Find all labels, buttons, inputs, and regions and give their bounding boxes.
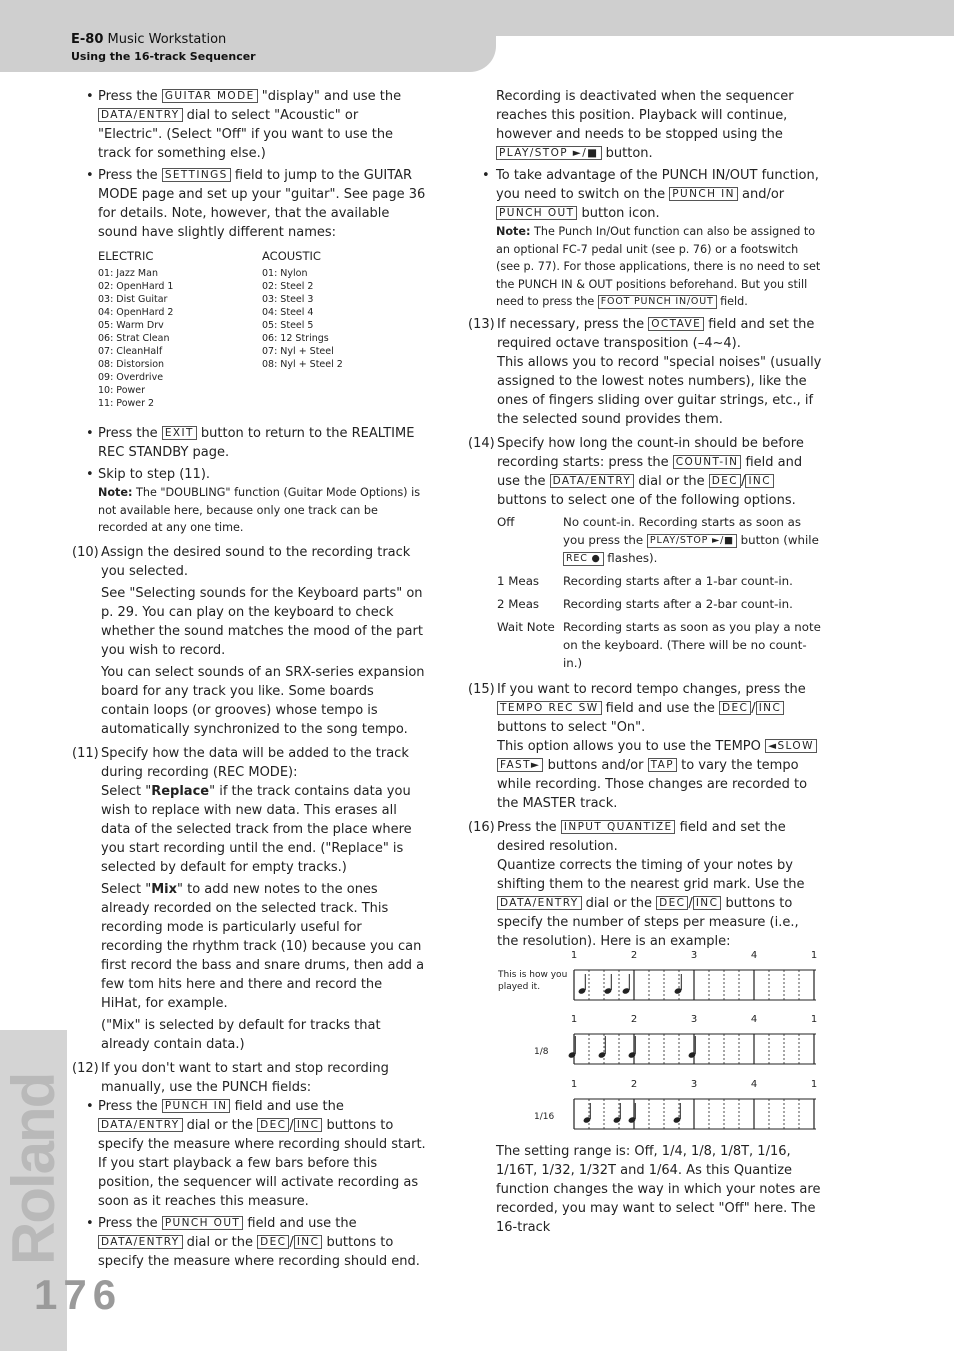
sound-name: 10: Power <box>98 385 146 396</box>
count-in-option <box>497 572 822 590</box>
step-heading: If necessary, press the OCTAVE field and set the required octave transposition (–4~4). <box>497 316 815 351</box>
sound-name: 02: Steel 2 <box>262 281 314 292</box>
punch-out-key: PUNCH OUT <box>496 206 577 220</box>
exit-key: EXIT <box>162 426 197 440</box>
punch-in-key: PUNCH IN <box>162 1099 231 1113</box>
step-number: (15) <box>468 681 495 697</box>
bullet-punch-in: • Press the PUNCH IN field and use the DATA/ENTRY dial or the DEC / INC buttons to specify the measure where recording should start. If you start playback a few bars before this position, the sequencer will activate recording as soon as it reaches this measure. <box>72 1097 426 1211</box>
model-name: E-80 <box>71 32 104 47</box>
inc-key: INC <box>745 474 773 488</box>
paragraph-text: The setting range is: Off, 1/4, 1/8, 1/8T, 1/16, 1/16T, 1/32, 1/32T and 1/64. As this Quantize function changes the way in which your notes are recorded, you may want to select "Off" here. The 16-track <box>496 1144 821 1235</box>
sound-name: 05: Warm Drv <box>98 320 164 331</box>
option-key: Off <box>497 514 515 529</box>
option-desc: Recording starts after a 1-bar count-in. <box>563 573 793 588</box>
step-number: (13) <box>468 316 495 332</box>
sound-name: 04: OpenHard 2 <box>98 307 174 318</box>
product-name: Music Workstation <box>107 32 227 47</box>
play-stop-key: PLAY/STOP ►/■ <box>496 146 602 160</box>
guitar-mode-key: GUITAR MODE <box>162 89 258 103</box>
foot-punch-key: FOOT PUNCH IN/OUT <box>598 295 717 309</box>
inc-key: INC <box>693 896 721 910</box>
bullet-punch-switch: • To take advantage of the PUNCH IN/OUT function, you need to switch on the PUNCH IN and/or PUNCH OUT button icon. Note: The Punch In/Out function can also be assigned to an optional FC-7 pedal unit (see p. 76) or a footswitch (see p. 77). For those applications, there is no need to set the PUNCH IN & OUT positions beforehand. But you still need to press the FOOT PUNCH IN/OUT field. <box>468 166 822 311</box>
sound-name: 01: Jazz Man <box>98 268 158 279</box>
step-number: (14) <box>468 435 495 451</box>
step-heading: Specify how long the count-in should be before recording starts: press the COUNT-IN field and use the DATA/ENTRY dial or the DEC / INC buttons to select one of the following options. <box>497 435 804 508</box>
data-entry-key: DATA/ENTRY <box>550 474 635 488</box>
step-number: (10) <box>72 544 99 560</box>
step-text: See "Selecting sounds for the Keyboard parts" on p. 29. You can play on the keyboard to check whether the sound matches the mood of the part you wish to record. <box>101 585 423 658</box>
beat-number: 4 <box>750 950 758 961</box>
step-14 <box>468 434 822 672</box>
data-entry-key: DATA/ENTRY <box>98 1118 183 1132</box>
step-10 <box>72 543 426 739</box>
sound-name: 09: Overdrive <box>98 372 164 383</box>
beat-number: 1 <box>570 1014 578 1025</box>
input-quantize-key: INPUT QUANTIZE <box>561 820 676 834</box>
page-header <box>0 0 954 72</box>
sound-name: 04: Steel 4 <box>262 307 314 318</box>
sound-name: 08: Nyl + Steel 2 <box>262 359 343 370</box>
inc-key: INC <box>294 1118 322 1132</box>
guitar-sound-table <box>98 248 426 410</box>
beat-number: 1 <box>810 950 818 961</box>
beat-number: 3 <box>690 950 698 961</box>
dec-key: DEC <box>719 701 751 715</box>
option-key: Wait Note <box>497 619 555 634</box>
dec-key: DEC <box>257 1118 289 1132</box>
count-in-option <box>497 595 822 613</box>
count-in-key: COUNT-IN <box>673 455 742 469</box>
step-number: (12) <box>72 1060 99 1076</box>
step-13 <box>468 315 822 429</box>
bullet-text: If you start playback a few bars before this position, the sequencer will activate recording as soon as it reaches this measure. <box>98 1155 419 1209</box>
dec-key: DEC <box>709 474 741 488</box>
sound-name: 06: 12 Strings <box>262 333 329 344</box>
right-column <box>468 87 822 954</box>
step-number: (16) <box>468 819 495 835</box>
step-16 <box>468 818 822 951</box>
acoustic-list <box>262 267 426 371</box>
left-column <box>72 87 426 1274</box>
beat-number: 3 <box>690 1079 698 1090</box>
count-in-option <box>497 513 822 567</box>
step-heading: Specify how the data will be added to the track during recording (REC MODE): <box>101 745 409 780</box>
inc-key: INC <box>294 1235 322 1249</box>
row-label: 1/16 <box>534 1112 555 1122</box>
page-number: 176 <box>34 1271 123 1318</box>
bullet-settings: • Press the SETTINGS field to jump to the GUITAR MODE page and set up your "guitar". See page 36 for details. Note, however, that the available sound have slightly different names: <box>72 166 426 242</box>
sound-name: 07: Nyl + Steel <box>262 346 334 357</box>
note-footswitch: Note: The Punch In/Out function can also be assigned to an optional FC-7 pedal unit (see p. 76) or a footswitch (see p. 77). For those applications, there is no need to set the PUNCH IN & OUT positions beforehand. But you still need to press the FOOT PUNCH IN/OUT field. <box>496 225 821 308</box>
bullet-guitar-mode: • Press the GUITAR MODE "display" and use the DATA/ENTRY dial to select "Acoustic" or "Electric". (Select "Off" if you want to use the track for something else.) <box>72 87 426 163</box>
step-text: Quantize corrects the timing of your notes by shifting them to the nearest grid mark. Use the DATA/ENTRY dial or the DEC / INC buttons to specify the number of steps per measure (i.e., the resolution). Here is an example: <box>497 857 805 949</box>
beat-number: 3 <box>690 1014 698 1025</box>
sound-name: 08: Distorsion <box>98 359 165 370</box>
punch-out-key: PUNCH OUT <box>162 1216 243 1230</box>
electric-list <box>98 267 262 410</box>
sound-name: 05: Steel 5 <box>262 320 314 331</box>
beat-number: 1 <box>570 1079 578 1090</box>
sound-name: 06: Strat Clean <box>98 333 170 344</box>
row-label: This is how you <box>498 970 568 980</box>
inc-key: INC <box>756 701 784 715</box>
octave-key: OCTAVE <box>648 317 704 331</box>
sound-name: 07: CleanHalf <box>98 346 163 357</box>
tap-key: TAP <box>648 758 677 772</box>
step-15 <box>468 680 822 813</box>
step-text: Select "Mix" to add new notes to the ones already recorded on the selected track. This recording mode is particularly useful for recording the rhythm track (10) because you can first record the bass and snare drums, then add a few tom hits here and there and record the HiHat, for example. <box>101 881 425 1011</box>
step-text: ("Mix" is selected by default for tracks that already contain data.) <box>101 1017 381 1052</box>
step-text: Select "Replace" if the track contains data you wish to replace with new data. This erases all data of the selected track from the place where you start recording until the end. ("Replace" is selected by default for empty tracks.) <box>101 783 412 875</box>
step-12 <box>72 1059 426 1097</box>
punch-in-key: PUNCH IN <box>669 187 738 201</box>
option-desc: Recording starts after a 2-bar count-in. <box>563 596 793 611</box>
step-text: You can select sounds of an SRX-series expansion board for any track you like. Some boards contain loops (or grooves) whose tempo is automatically synchronized to the song tempo. <box>101 664 425 737</box>
beat-number: 2 <box>630 1079 638 1090</box>
bullet-punch-out: • Press the PUNCH OUT field and use the DATA/ENTRY dial or the DEC / INC buttons to specify the measure where recording should end. <box>72 1214 426 1271</box>
step-text: This allows you to record "special noises" (usually assigned to the lowest notes numbers), like the ones of fingers sliding over guitar strings, etc., if the selected sound provides them. <box>497 354 822 427</box>
count-in-option <box>497 618 822 672</box>
dec-key: DEC <box>656 896 688 910</box>
beat-number: 2 <box>630 950 638 961</box>
step-heading: If you want to record tempo changes, press the TEMPO REC SW field and use the DEC / INC buttons to select "On". <box>497 681 806 735</box>
quantize-figure <box>490 945 830 1135</box>
data-entry-key: DATA/ENTRY <box>497 896 582 910</box>
beat-number: 1 <box>810 1014 818 1025</box>
sound-name: 03: Dist Guitar <box>98 294 168 305</box>
data-entry-key: DATA/ENTRY <box>98 108 183 122</box>
tempo-rec-key: TEMPO REC SW <box>497 701 602 715</box>
step-heading: Assign the desired sound to the recording track you selected. <box>101 544 411 579</box>
sound-name: 01: Nylon <box>262 268 308 279</box>
play-stop-key: PLAY/STOP ►/■ <box>647 534 737 548</box>
punch-out-continuation: Recording is deactivated when the sequencer reaches this position. Playback will continue, however and needs to be stopped using the PLAY/STOP ►/■ button. <box>496 89 794 161</box>
header-band <box>496 0 954 36</box>
option-key: 1 Meas <box>497 573 540 588</box>
acoustic-column <box>262 248 426 410</box>
fast-key: FAST► <box>497 758 543 772</box>
step-number: (11) <box>72 745 99 761</box>
beat-number: 4 <box>750 1079 758 1090</box>
option-key: 2 Meas <box>497 596 540 611</box>
step-heading: If you don't want to start and stop recording manually, use the PUNCH fields: <box>101 1060 389 1095</box>
bullet-skip: • Skip to step (11). Note: The "DOUBLING" function (Guitar Mode Options) is not available here, because only one track can be recorded at any one time. <box>72 465 426 537</box>
beat-number: 2 <box>630 1014 638 1025</box>
row-label: played it. <box>498 982 541 992</box>
electric-header: ELECTRIC <box>98 249 154 263</box>
beat-number: 4 <box>750 1014 758 1025</box>
option-desc: Recording starts as soon as you play a note on the keyboard. (There will be no count-in.) <box>563 619 821 670</box>
electric-column <box>98 248 262 410</box>
section-title: Using the 16-track Sequencer <box>71 50 256 63</box>
step-11 <box>72 744 426 1054</box>
beat-number: 1 <box>810 1079 818 1090</box>
bullet-exit: • Press the EXIT button to return to the REALTIME REC STANDBY page. <box>72 424 426 462</box>
note-doubling: Note: The "DOUBLING" function (Guitar Mode Options) is not available here, because only one track can be recorded at any one time. <box>98 486 421 534</box>
sound-name: 11: Power 2 <box>98 398 155 409</box>
beat-number: 1 <box>570 950 578 961</box>
acoustic-header: ACOUSTIC <box>262 249 321 263</box>
sound-name: 03: Steel 3 <box>262 294 314 305</box>
step-heading: Press the INPUT QUANTIZE field and set the desired resolution. <box>497 819 786 854</box>
slow-key: ◄SLOW <box>765 739 817 753</box>
data-entry-key: DATA/ENTRY <box>98 1235 183 1249</box>
sound-name: 02: OpenHard 1 <box>98 281 174 292</box>
row-label: 1/8 <box>534 1047 549 1057</box>
option-desc: No count-in. Recording starts as soon as you press the PLAY/STOP ►/■ button (while REC ● flashes). <box>563 514 819 565</box>
rec-key: REC ● <box>563 552 604 566</box>
brand-logo: Roland <box>0 1073 67 1265</box>
step-text: This option allows you to use the TEMPO ◄SLOWFAST► buttons and/or TAP to vary the tempo while recording. Those changes are recorded to the MASTER track. <box>497 737 822 813</box>
closing-paragraph <box>496 1142 826 1237</box>
dec-key: DEC <box>257 1235 289 1249</box>
settings-key: SETTINGS <box>162 168 231 182</box>
